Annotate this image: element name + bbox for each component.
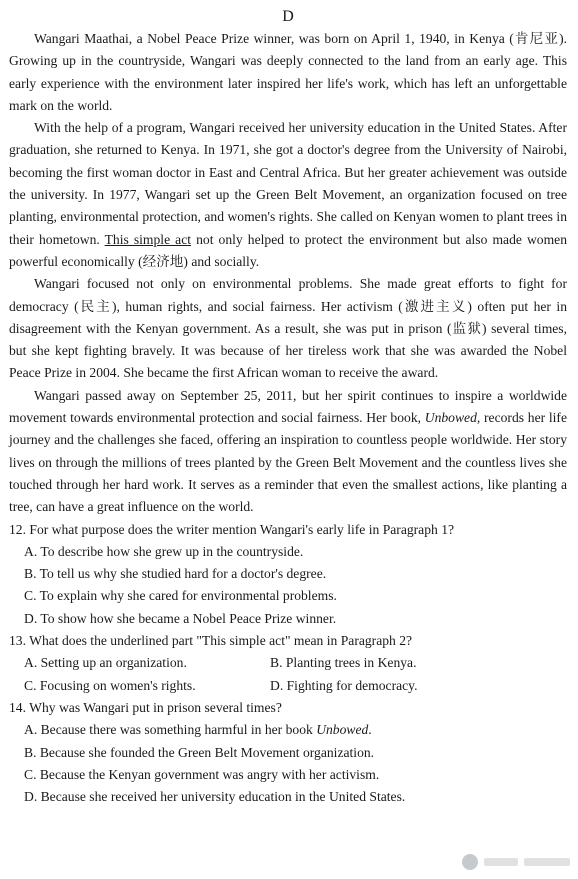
paragraph-4-part-1: Wangari passed away on September 25, 2011, but her spirit continues to inspire a worldwide movement towards environmental protection and social fairness. Her book, — [9, 387, 567, 426]
paragraph-4-part-2: , records her life journey and the challenges she faced, offering an inspiration to countless people worldwide. Her story lives on through the millions of trees planted by the Green Belt Movement and the countless lives she touched through her hard work. It serves as a reminder that even the smallest actions, like planting a tree, can have a great influence on the world. — [9, 410, 567, 515]
option-row — [24, 652, 567, 674]
paragraph-2-part-1: With the help of a program, Wangari received her university education in the United States. After graduation, she returned to Kenya. In 1971, she got a doctor's degree from the University of Nairobi, becoming the first woman doctor in East and Central Africa. But her greater achievement was outside the university. In 1977, Wangari set up the Green Belt Movement, an organization focused on tree planting, environmental protection, and women's rights. She called on Kenyan women to plant trees in their hometown. — [9, 120, 567, 247]
option-d: D. To show how she became a Nobel Peace Prize winner. — [24, 610, 337, 626]
watermark — [462, 853, 572, 871]
watermark-text-blur — [484, 858, 518, 866]
option-a — [24, 719, 567, 741]
option-d: D. Fighting for democracy. — [270, 677, 418, 693]
watermark-logo-icon — [462, 854, 478, 870]
paragraph-2-part-2: not only helped to protect the environment but also made women powerful economically (经济地) and socially. — [9, 231, 567, 269]
option-c: C. Focusing on women's rights. — [24, 677, 196, 693]
option-a-book-title: Unbowed — [316, 722, 369, 738]
question-stem: 13. What does the underlined part "This simple act" mean in Paragraph 2? — [9, 633, 413, 649]
option-a: A. To describe how she grew up in the countryside. — [24, 543, 304, 559]
question-13 — [9, 630, 567, 697]
option-b: B. Planting trees in Kenya. — [270, 655, 417, 671]
option-a-text: A. Because there was something harmful in her book — [24, 722, 317, 738]
question-stem: 12. For what purpose does the writer mention Wangari's early life in Paragraph 1? — [9, 521, 455, 537]
option-d: D. Because she received her university education in the United States. — [24, 789, 406, 805]
question-12 — [9, 519, 567, 630]
option-c: C. Because the Kenyan government was angry with her activism. — [24, 766, 380, 782]
option-row — [24, 675, 567, 697]
paragraph-4 — [9, 385, 567, 519]
option-b: B. To tell us why she studied hard for a doctor's degree. — [24, 566, 327, 582]
option-b: B. Because she founded the Green Belt Movement organization. — [24, 744, 375, 760]
question-14 — [9, 697, 567, 808]
option-a: A. Setting up an organization. — [24, 655, 187, 671]
question-stem: 14. Why was Wangari put in prison several times? — [9, 699, 282, 715]
paragraph-1: Wangari Maathai, a Nobel Peace Prize winner, was born on April 1, 1940, in Kenya (肯尼亚). Growing up in the countryside, Wangari was deeply connected to the land from an early age. This early experience with the environment later inspired her life's work, which has left an unforgettable mark on the world. — [9, 31, 567, 113]
option-a-end: . — [368, 722, 372, 738]
underlined-phrase: This simple act — [104, 231, 192, 247]
section-label: D — [282, 8, 294, 25]
paragraph-2 — [9, 117, 567, 273]
paragraph-3: Wangari focused not only on environmental problems. She made great efforts to fight for democracy (民主), human rights, and social fairness. Her activism (激进主义) often put her in disagreement with the Kenyan government. As a result, she was put in prison (监狱) several times, but she kept fighting bravely. It was because of her tireless work that she was awarded the Nobel Peace Prize in 2004. She became the first African woman to receive the award. — [9, 276, 567, 381]
watermark-text-blur — [524, 858, 570, 866]
option-c: C. To explain why she cared for environmental problems. — [24, 588, 337, 604]
book-title: Unbowed — [424, 410, 477, 426]
